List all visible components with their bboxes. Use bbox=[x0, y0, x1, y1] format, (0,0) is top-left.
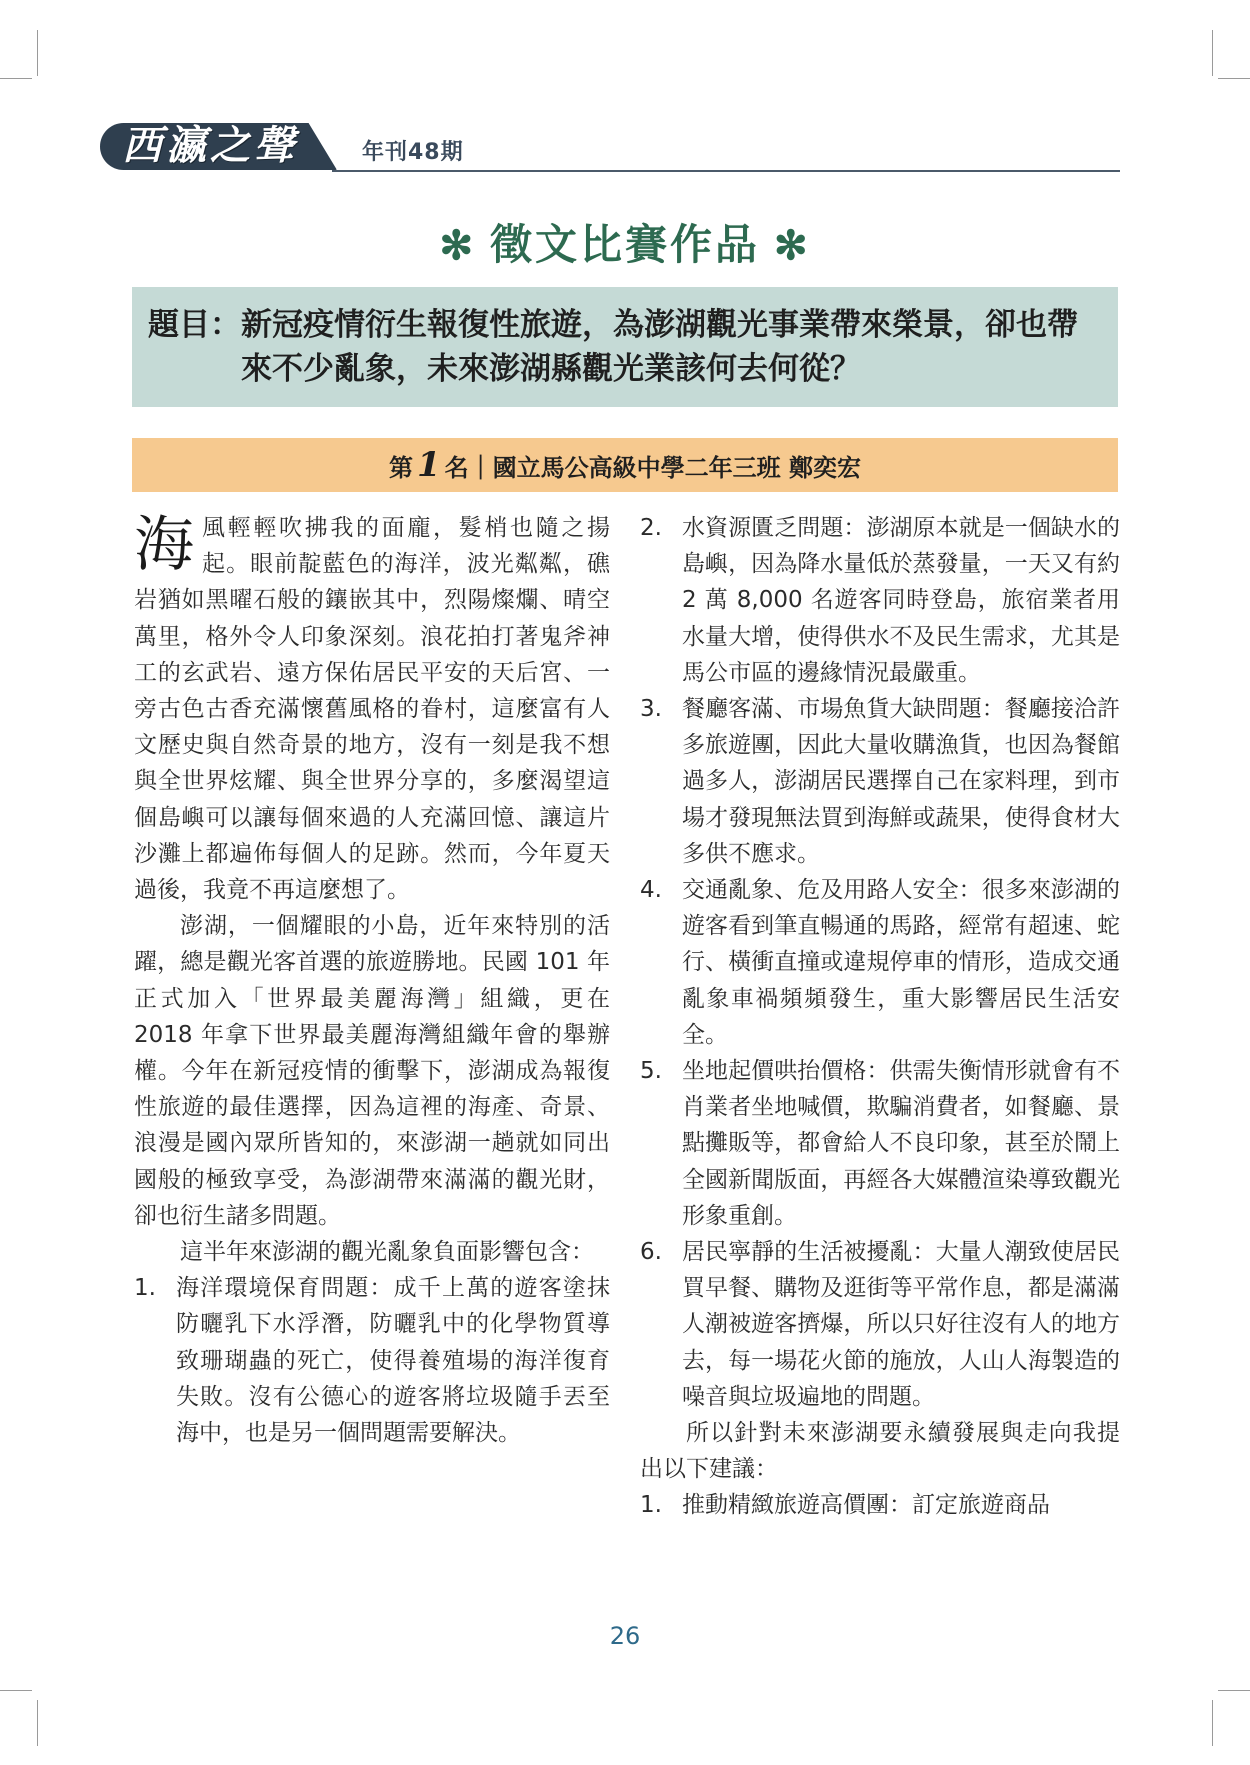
list-item bbox=[640, 691, 1120, 872]
list-item bbox=[640, 1053, 1120, 1234]
page-number: 26 bbox=[609, 1622, 641, 1650]
star-icon: ✻ bbox=[439, 222, 476, 269]
crop-mark bbox=[1212, 1700, 1213, 1746]
paragraph-suggestions: 所以針對未來澎湖要永續發展與走向我提出以下建議： bbox=[640, 1420, 1120, 1483]
crop-mark bbox=[37, 1700, 38, 1746]
issue-label: 年刊48期 bbox=[362, 140, 464, 165]
crop-mark bbox=[1218, 1690, 1250, 1691]
list-number: 2. bbox=[640, 515, 662, 541]
list-number: 1. bbox=[134, 1275, 156, 1302]
topic-text: 新冠疫情衍生報復性旅遊，為澎湖觀光事業帶來榮景，卻也帶來不少亂象，未來澎湖縣觀光業該何去何從？ bbox=[241, 307, 1078, 387]
award-rank: 1 bbox=[416, 445, 441, 485]
section-title-text: 徵文比賽作品 bbox=[489, 220, 760, 269]
list-number: 6. bbox=[640, 1239, 662, 1266]
list-text: 交通亂象、危及用路人安全：很多來澎湖的遊客看到筆直暢通的馬路，經常有超速、蛇行、橫衝直撞或違規停車的情形，造成交通亂象車禍頻頻發生，重大影響居民生活安全。 bbox=[682, 877, 1120, 1048]
list-text: 海洋環境保育問題：成千上萬的遊客塗抹防曬乳下水浮潛，防曬乳中的化學物質導致珊瑚蟲的死亡，使得養殖場的海洋復育失敗。沒有公德心的遊客將垃圾隨手丟至海中，也是另一個問題需要解決。 bbox=[176, 1275, 610, 1447]
paragraph-penghu: 澎湖，一個耀眼的小島，近年來特別的活躍，總是觀光客首選的旅遊勝地。民國 101 年正式加入「世界最美麗海灣」組織，更在 2018 年拿下世界最美麗海灣組織年會的舉辦權。今年在新冠疫情的衝擊下，澎湖成為報復性旅遊的最佳選擇，因為這裡的海產、奇景、浪漫是國內眾所皆知的，來澎湖一趟就如同出國般的極致享受，為澎湖帶來滿滿的觀光財，卻也衍生諸多問題。 bbox=[134, 913, 610, 1229]
list-text: 餐廳客滿、市場魚貨大缺問題：餐廳接洽許多旅遊團，因此大量收購漁貨，也因為餐館過多人，澎湖居民選擇自己在家料理，到市場才發現無法買到海鮮或蔬果，使得食材大多供不應求。 bbox=[682, 696, 1120, 867]
list-number: 3. bbox=[640, 696, 662, 723]
paragraph-intro-text: 風輕輕吹拂我的面龐，髮梢也隨之揚起。眼前靛藍色的海洋，波光粼粼，礁岩猶如黑曜石般的鑲嵌其中，烈陽燦爛、晴空萬里，格外令人印象深刻。浪花拍打著鬼斧神工的玄武岩、遠方保佑居民平安的天后宮、一旁古色古香充滿懷舊風格的眷村，這麼富有人文歷史與自然奇景的地方，沒有一刻是我不想與全世界炫耀、與全世界分享的，多麼渴望這個島嶼可以讓每個來過的人充滿回憶、讓這片沙灘上都遍佈每個人的足跡。然而，今年夏天過後，我竟不再這麼想了。 bbox=[134, 515, 610, 904]
list-number: 5. bbox=[640, 1058, 662, 1085]
crop-mark bbox=[0, 1690, 32, 1691]
award-prefix: 第 bbox=[388, 454, 413, 482]
drop-cap: 海 bbox=[134, 510, 194, 580]
article-column-right bbox=[640, 510, 1120, 1524]
list-item bbox=[640, 1487, 1120, 1523]
header-rule bbox=[332, 170, 1120, 172]
list-text: 水資源匱乏問題：澎湖原本就是一個缺水的島嶼，因為降水量低於蒸發量，一天又有約 2 萬 8,000 名遊客同時登島，旅宿業者用水量大增，使得供水不及民生需求，尤其是馬公市區的邊緣情況最嚴重。 bbox=[682, 515, 1120, 686]
award-author: 名｜國立馬公高級中學二年三班 鄭奕宏 bbox=[444, 454, 862, 482]
award-bar bbox=[132, 438, 1118, 492]
star-icon: ✻ bbox=[774, 222, 811, 269]
crop-mark bbox=[37, 30, 38, 76]
topic-box bbox=[132, 287, 1118, 407]
crop-mark bbox=[0, 78, 32, 79]
list-text: 居民寧靜的生活被擾亂：大量人潮致使居民買早餐、購物及逛街等平常作息，都是滿滿人潮被遊客擠爆，所以只好往沒有人的地方去，每一場花火節的施放，人山人海製造的噪音與垃圾遍地的問題。 bbox=[682, 1239, 1120, 1410]
list-number: 1. bbox=[640, 1492, 662, 1519]
masthead bbox=[100, 113, 1120, 173]
paragraph-impacts: 這半年來澎湖的觀光亂象負面影響包含： bbox=[180, 1239, 594, 1266]
list-item bbox=[134, 1270, 610, 1451]
paragraph-intro bbox=[134, 510, 610, 908]
list-number: 4. bbox=[640, 877, 662, 904]
list-item bbox=[640, 510, 1120, 691]
list-item bbox=[640, 1234, 1120, 1415]
publication-logo: 西瀛之聲 bbox=[122, 122, 298, 169]
section-title bbox=[0, 212, 1250, 272]
topic-label: 題目： bbox=[148, 307, 241, 343]
article-column-left bbox=[134, 510, 610, 1451]
crop-mark bbox=[1218, 78, 1250, 79]
list-text: 坐地起價哄抬價格：供需失衡情形就會有不肖業者坐地喊價，欺騙消費者，如餐廳、景點攤販等，都會給人不良印象，甚至於鬧上全國新聞版面，再經各大媒體渲染導致觀光形象重創。 bbox=[682, 1058, 1120, 1229]
crop-mark bbox=[1212, 30, 1213, 76]
list-text: 推動精緻旅遊高價團：訂定旅遊商品 bbox=[682, 1492, 1050, 1519]
list-item bbox=[640, 872, 1120, 1053]
